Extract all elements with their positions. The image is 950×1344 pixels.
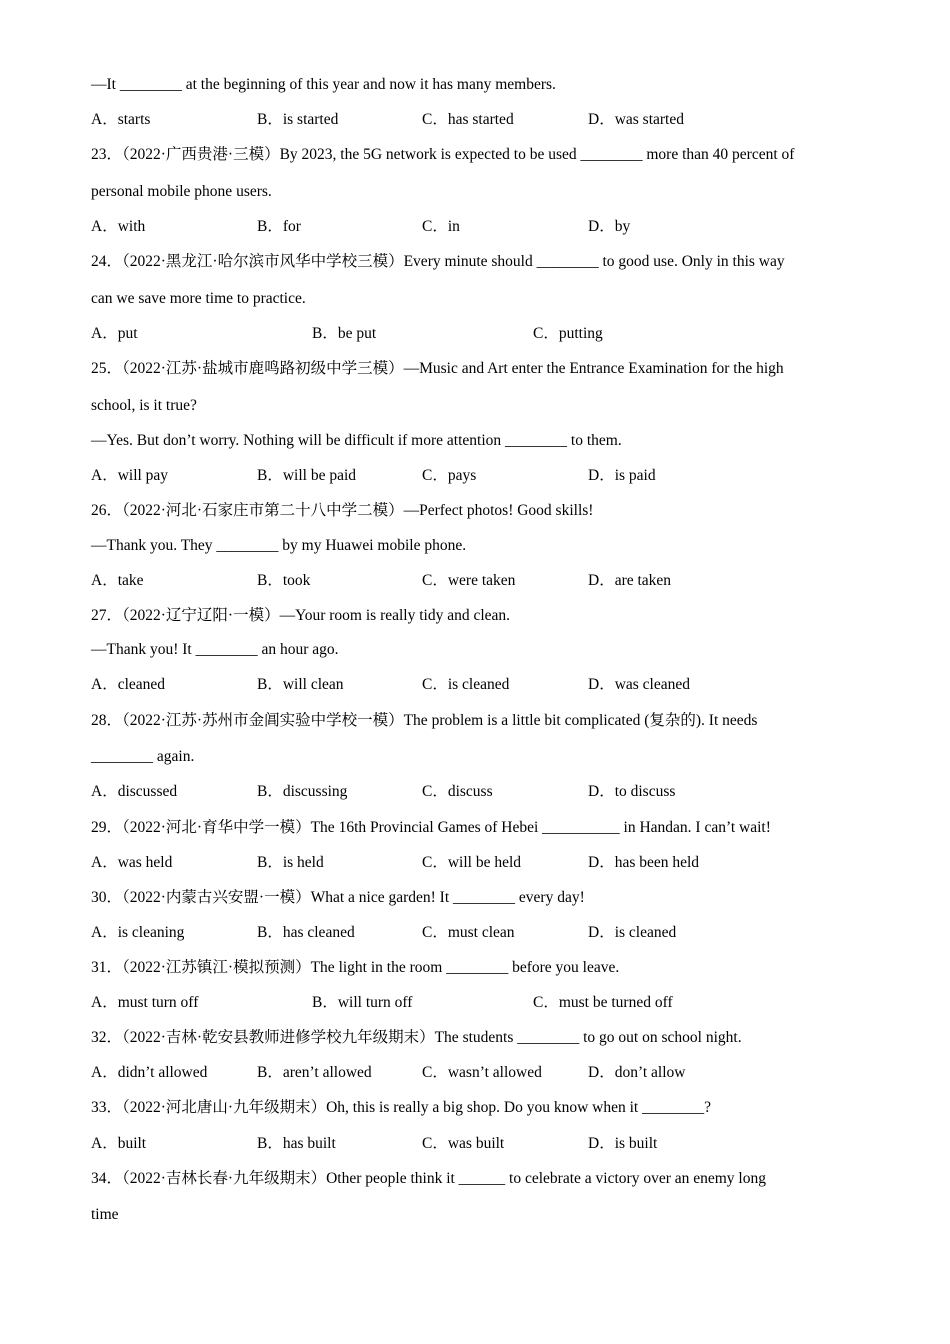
question-line: —It ________ at the beginning of this year and now it has many members.	[91, 76, 556, 93]
option-a: A．didn’t allowed	[91, 1064, 208, 1081]
option-a: A．was held	[91, 854, 173, 871]
option-b: B．has built	[257, 1135, 336, 1152]
options-row	[91, 571, 881, 591]
question-number: 32．	[91, 1029, 123, 1046]
question-source: （2022·吉林长春·九年级期末）	[122, 1170, 327, 1187]
option-a: A．take	[91, 572, 144, 589]
option-d: D．don’t allow	[588, 1064, 686, 1081]
options-row	[91, 1134, 881, 1154]
question-source: （2022·黑龙江·哈尔滨市风华中学校三模）	[122, 253, 404, 270]
options-row	[91, 324, 881, 344]
question-source: （2022·内蒙古兴安盟·一模）	[122, 889, 311, 906]
question-line: —Yes. But don’t worry. Nothing will be difficult if more attention ________ to them.	[91, 432, 622, 449]
question-line: ________ again.	[91, 748, 195, 765]
option-c: C．discuss	[422, 783, 493, 800]
question-stem	[91, 252, 881, 272]
option-a: A．must turn off	[91, 994, 199, 1011]
question-text: —Music and Art enter the Entrance Examination for the high	[403, 360, 784, 377]
option-a: A．discussed	[91, 783, 178, 800]
option-a: A．built	[91, 1135, 147, 1152]
option-b: B．discussing	[257, 783, 348, 800]
question-text: —Your room is really tidy and clean.	[279, 607, 511, 624]
options-row	[91, 993, 881, 1013]
question-number: 26．	[91, 502, 123, 519]
option-c: C．must be turned off	[533, 994, 673, 1011]
question-source: （2022·江苏·盐城市鹿鸣路初级中学三模）	[122, 360, 404, 377]
question-source: （2022·辽宁辽阳·一模）	[122, 607, 280, 624]
question-number: 29．	[91, 819, 123, 836]
option-a: A．will pay	[91, 467, 169, 484]
question-stem	[91, 1028, 881, 1048]
option-c: C．is cleaned	[422, 676, 510, 693]
options-row	[91, 217, 881, 237]
option-a: A．with	[91, 218, 146, 235]
question-text: —Perfect photos! Good skills!	[403, 502, 594, 519]
option-b: B．is started	[257, 111, 339, 128]
option-b: B．will clean	[257, 676, 344, 693]
question-text: The light in the room ________ before you leave.	[310, 959, 620, 976]
question-source: （2022·河北唐山·九年级期末）	[122, 1099, 327, 1116]
question-source: （2022·河北·石家庄市第二十八中学二模）	[122, 502, 404, 519]
options-row	[91, 1063, 881, 1083]
option-a: A．cleaned	[91, 676, 166, 693]
question-text: The 16th Provincial Games of Hebei __________ in Handan. I can’t wait!	[310, 819, 771, 836]
question-text: By 2023, the 5G network is expected to be used ________ more than 40 percent of	[279, 146, 795, 163]
question-line: time	[91, 1206, 119, 1223]
question-stem	[91, 145, 881, 165]
option-c: C．were taken	[422, 572, 516, 589]
question-text: What a nice garden! It ________ every day!	[310, 889, 585, 906]
question-source: （2022·河北·育华中学一模）	[122, 819, 311, 836]
question-number: 34．	[91, 1170, 123, 1187]
question-source: （2022·江苏·苏州市金阊实验中学校一模）	[122, 712, 404, 729]
question-number: 33．	[91, 1099, 123, 1116]
question-number: 31．	[91, 959, 123, 976]
options-row	[91, 675, 881, 695]
question-stem	[91, 888, 881, 908]
question-number: 30．	[91, 889, 123, 906]
question-source: （2022·江苏镇江·模拟预测）	[122, 959, 311, 976]
option-c: C．will be held	[422, 854, 522, 871]
option-d: D．are taken	[588, 572, 672, 589]
question-stem	[91, 1169, 881, 1189]
question-text: Oh, this is really a big shop. Do you know when it ________?	[326, 1099, 711, 1116]
option-c: C．has started	[422, 111, 514, 128]
question-stem	[91, 958, 881, 978]
option-a: A．starts	[91, 111, 151, 128]
option-c: C．must clean	[422, 924, 515, 941]
question-stem	[91, 606, 881, 626]
option-b: B．be put	[312, 325, 377, 342]
question-text: The problem is a little bit complicated (复杂的). It needs	[403, 712, 758, 729]
option-c: C．wasn’t allowed	[422, 1064, 542, 1081]
option-b: B．has cleaned	[257, 924, 355, 941]
option-b: B．aren’t allowed	[257, 1064, 372, 1081]
question-number: 28．	[91, 712, 123, 729]
option-d: D．was started	[588, 111, 684, 128]
option-b: B．is held	[257, 854, 324, 871]
question-number: 27．	[91, 607, 123, 624]
question-line: school, is it true?	[91, 397, 197, 414]
question-stem	[91, 711, 881, 731]
option-d: D．is paid	[588, 467, 656, 484]
question-stem	[91, 818, 881, 838]
question-text: Other people think it ______ to celebrate a victory over an enemy long	[326, 1170, 766, 1187]
option-c: C．putting	[533, 325, 603, 342]
question-line: personal mobile phone users.	[91, 183, 272, 200]
question-source: （2022·吉林·乾安县教师进修学校九年级期末）	[122, 1029, 435, 1046]
option-a: A．is cleaning	[91, 924, 185, 941]
options-row	[91, 466, 881, 486]
question-text: Every minute should ________ to good use. Only in this way	[403, 253, 785, 270]
option-a: A．put	[91, 325, 138, 342]
question-line: —Thank you. They ________ by my Huawei mobile phone.	[91, 537, 467, 554]
option-d: D．by	[588, 218, 631, 235]
question-stem	[91, 1098, 881, 1118]
option-b: B．for	[257, 218, 301, 235]
option-b: B．will be paid	[257, 467, 357, 484]
option-d: D．is cleaned	[588, 924, 677, 941]
option-d: D．to discuss	[588, 783, 676, 800]
question-number: 25．	[91, 360, 123, 377]
options-row	[91, 853, 881, 873]
question-stem	[91, 501, 881, 521]
option-d: D．was cleaned	[588, 676, 690, 693]
question-number: 24．	[91, 253, 123, 270]
question-stem	[91, 359, 881, 379]
option-d: D．is built	[588, 1135, 658, 1152]
option-c: C．pays	[422, 467, 477, 484]
option-c: C．in	[422, 218, 460, 235]
option-b: B．will turn off	[312, 994, 413, 1011]
options-row	[91, 923, 881, 943]
option-d: D．has been held	[588, 854, 700, 871]
question-source: （2022·广西贵港·三模）	[122, 146, 280, 163]
question-number: 23．	[91, 146, 123, 163]
option-c: C．was built	[422, 1135, 505, 1152]
options-row	[91, 110, 881, 130]
question-line: —Thank you! It ________ an hour ago.	[91, 641, 339, 658]
options-row	[91, 782, 881, 802]
question-text: The students ________ to go out on school night.	[434, 1029, 742, 1046]
question-line: can we save more time to practice.	[91, 290, 306, 307]
option-b: B．took	[257, 572, 311, 589]
